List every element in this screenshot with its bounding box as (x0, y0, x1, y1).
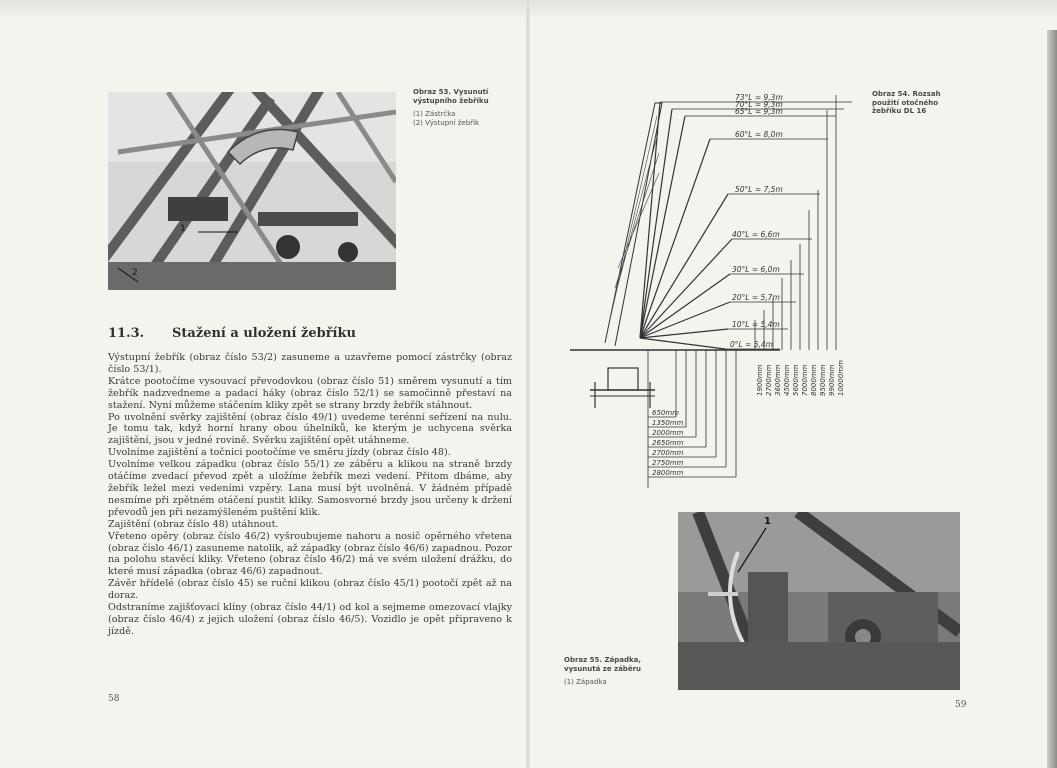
height-label: 3600mm (774, 364, 782, 396)
reach-label: 2650mm (652, 439, 684, 447)
page-number-left: 58 (108, 694, 120, 704)
reach-label: 2750mm (652, 459, 684, 467)
angle-label: 40°L = 6,6m (732, 230, 780, 239)
paragraph: Zajištění (obraz číslo 48) utáhnout. (108, 518, 279, 530)
ladder-position (640, 302, 730, 338)
height-label: 2700mm (765, 364, 773, 396)
reach-label: 2800mm (652, 469, 684, 477)
figure-53-photo (108, 92, 396, 290)
paragraph: Uvolníme zajištění a točnici pootočíme ve směru jízdy (obraz číslo 48). (108, 447, 451, 459)
figure-54-caption-title: Obraz 54. Rozsah použití otočného žebříku DL 16 (872, 90, 941, 115)
figure-54-diagram (560, 78, 870, 493)
section-heading (108, 326, 356, 341)
height-label: 5600mm (792, 364, 800, 396)
ladder-position (640, 338, 725, 349)
angle-label: 20°L = 5,7m (732, 293, 780, 302)
photo-label-2: 2 (132, 268, 138, 278)
ladder-position (640, 139, 710, 338)
height-label: 9500mm (819, 364, 827, 396)
paragraph: Uvolníme velkou západku (obraz číslo 55/1) ze záběru a klikou na straně brzdy otáčíme zvedací převod zpět a uložíme žebřík mezi vedení. Přitom dbáme, aby žebřík ležel mezi vedeními vzpěry. Lana musí být uvolněná. V žádném případě nesmíme při zpětném otáčení pustit kliky. Samosvorné brzdy jsou určeny k držení převodů jen při nezamýšleném puštění klik. (108, 459, 512, 518)
reach-label: 2700mm (652, 449, 684, 457)
figure-53-caption (413, 88, 513, 127)
figure-53-caption-title: Obraz 53. Vysunutí výstupního žebříku (413, 88, 489, 105)
paragraph: Závěr hřídelé (obraz číslo 45) se ruční klikou (obraz číslo 45/1) pootočí zpět až na doraz. (108, 578, 512, 602)
ladder-position (640, 274, 730, 338)
photo-label-1: 1 (180, 224, 186, 234)
height-label: 9900mm (828, 364, 836, 396)
angle-label: 65°L = 9,3m (735, 107, 783, 116)
page-gutter (526, 0, 530, 768)
figure-55-item-1: (1) Západka (564, 678, 607, 686)
ladder-position (640, 194, 728, 338)
figure-53-item-2: (2) Výstupní žebřík (413, 118, 480, 127)
figure-55-caption (564, 656, 676, 687)
angle-label: 0°L = 5,4m (730, 340, 773, 349)
angle-label: 70°L = 9,3m (735, 100, 783, 109)
paragraph: Odstraníme zajišťovací klíny (obraz číslo 44/1) od kol a sejmeme omezovací vlajky (obraz číslo 46/4) z jejich uložení (obraz číslo 46/5). Vozidlo je opět připraveno k jízdě. (108, 602, 512, 637)
reach-label: 650mm (652, 409, 679, 417)
angle-label: 30°L = 6,0m (732, 265, 780, 274)
paragraph: Po uvolnění svěrky zajištění (obraz číslo 49/1) uvedeme terénní seřízení na nulu. Je tomu tak, když horní hrany obou úhelníků, ke kterým je uchycena svěrka zajištění, jsou v jedné rovině. Svěrku zajištění opět utáhneme. (108, 411, 512, 447)
photo-label-1: 1 (764, 516, 771, 527)
section-number: 11.3. (108, 326, 145, 341)
reach-label: 1350mm (652, 419, 684, 427)
scan-top-shadow (0, 0, 1057, 18)
figure-55-photo (678, 512, 960, 690)
angle-label: 60°L = 8,0m (735, 130, 783, 139)
paragraph: Krátce pootočíme vysouvací převodovkou (obraz číslo 51) směrem vysunutí a tím žebřík nadzvedneme a padací háky (obraz číslo 52/1) se samočinně přestaví na stažení. Nyní můžeme stáčením kliky zpět se strany brzdy žebřík stáhnout. (108, 375, 512, 411)
angle-label: 73°L = 9,3m (735, 93, 783, 102)
body-text (108, 352, 512, 638)
ladder-position (640, 239, 732, 338)
paragraph: Výstupní žebřík (obraz číslo 53/2) zasuneme a uzavřeme pomocí zástrčky (obraz číslo 53/1). (108, 352, 512, 375)
angle-label: 10°L = 5,4m (732, 320, 780, 329)
height-label: 4500mm (783, 364, 791, 396)
reach-label: 2000mm (652, 429, 684, 437)
height-label: 1900mm (756, 364, 764, 396)
height-label: 8000mm (810, 364, 818, 396)
section-title: Stažení a uložení žebříku (172, 326, 356, 341)
ladder-position (640, 116, 685, 338)
height-label: 7000mm (801, 364, 809, 396)
figure-54-caption (872, 90, 962, 116)
ladder-position (640, 329, 728, 338)
scan-edge (1047, 30, 1057, 768)
page-number-right: 59 (955, 700, 967, 710)
height-label: 10000mm (837, 360, 845, 396)
figure-53-item-1: (1) Zástrčka (413, 110, 456, 118)
figure-55-caption-title: Obraz 55. Západka, vysunutá ze záběru (564, 656, 642, 673)
angle-label: 50°L = 7,5m (735, 185, 783, 194)
paragraph: Vřeteno opěry (obraz číslo 46/2) vyšroubujeme nahoru a nosič opěrného vřetena (obraz číslo 46/1) zasuneme natolik, až západky (obraz číslo 46/6) zapadnou. Pozor na polohu stavěcí kliky. Vřeteno (obraz číslo 46/2) má ve svém uložení drážku, do které musí západka (obraz 46/6) zapadnout. (108, 530, 512, 578)
